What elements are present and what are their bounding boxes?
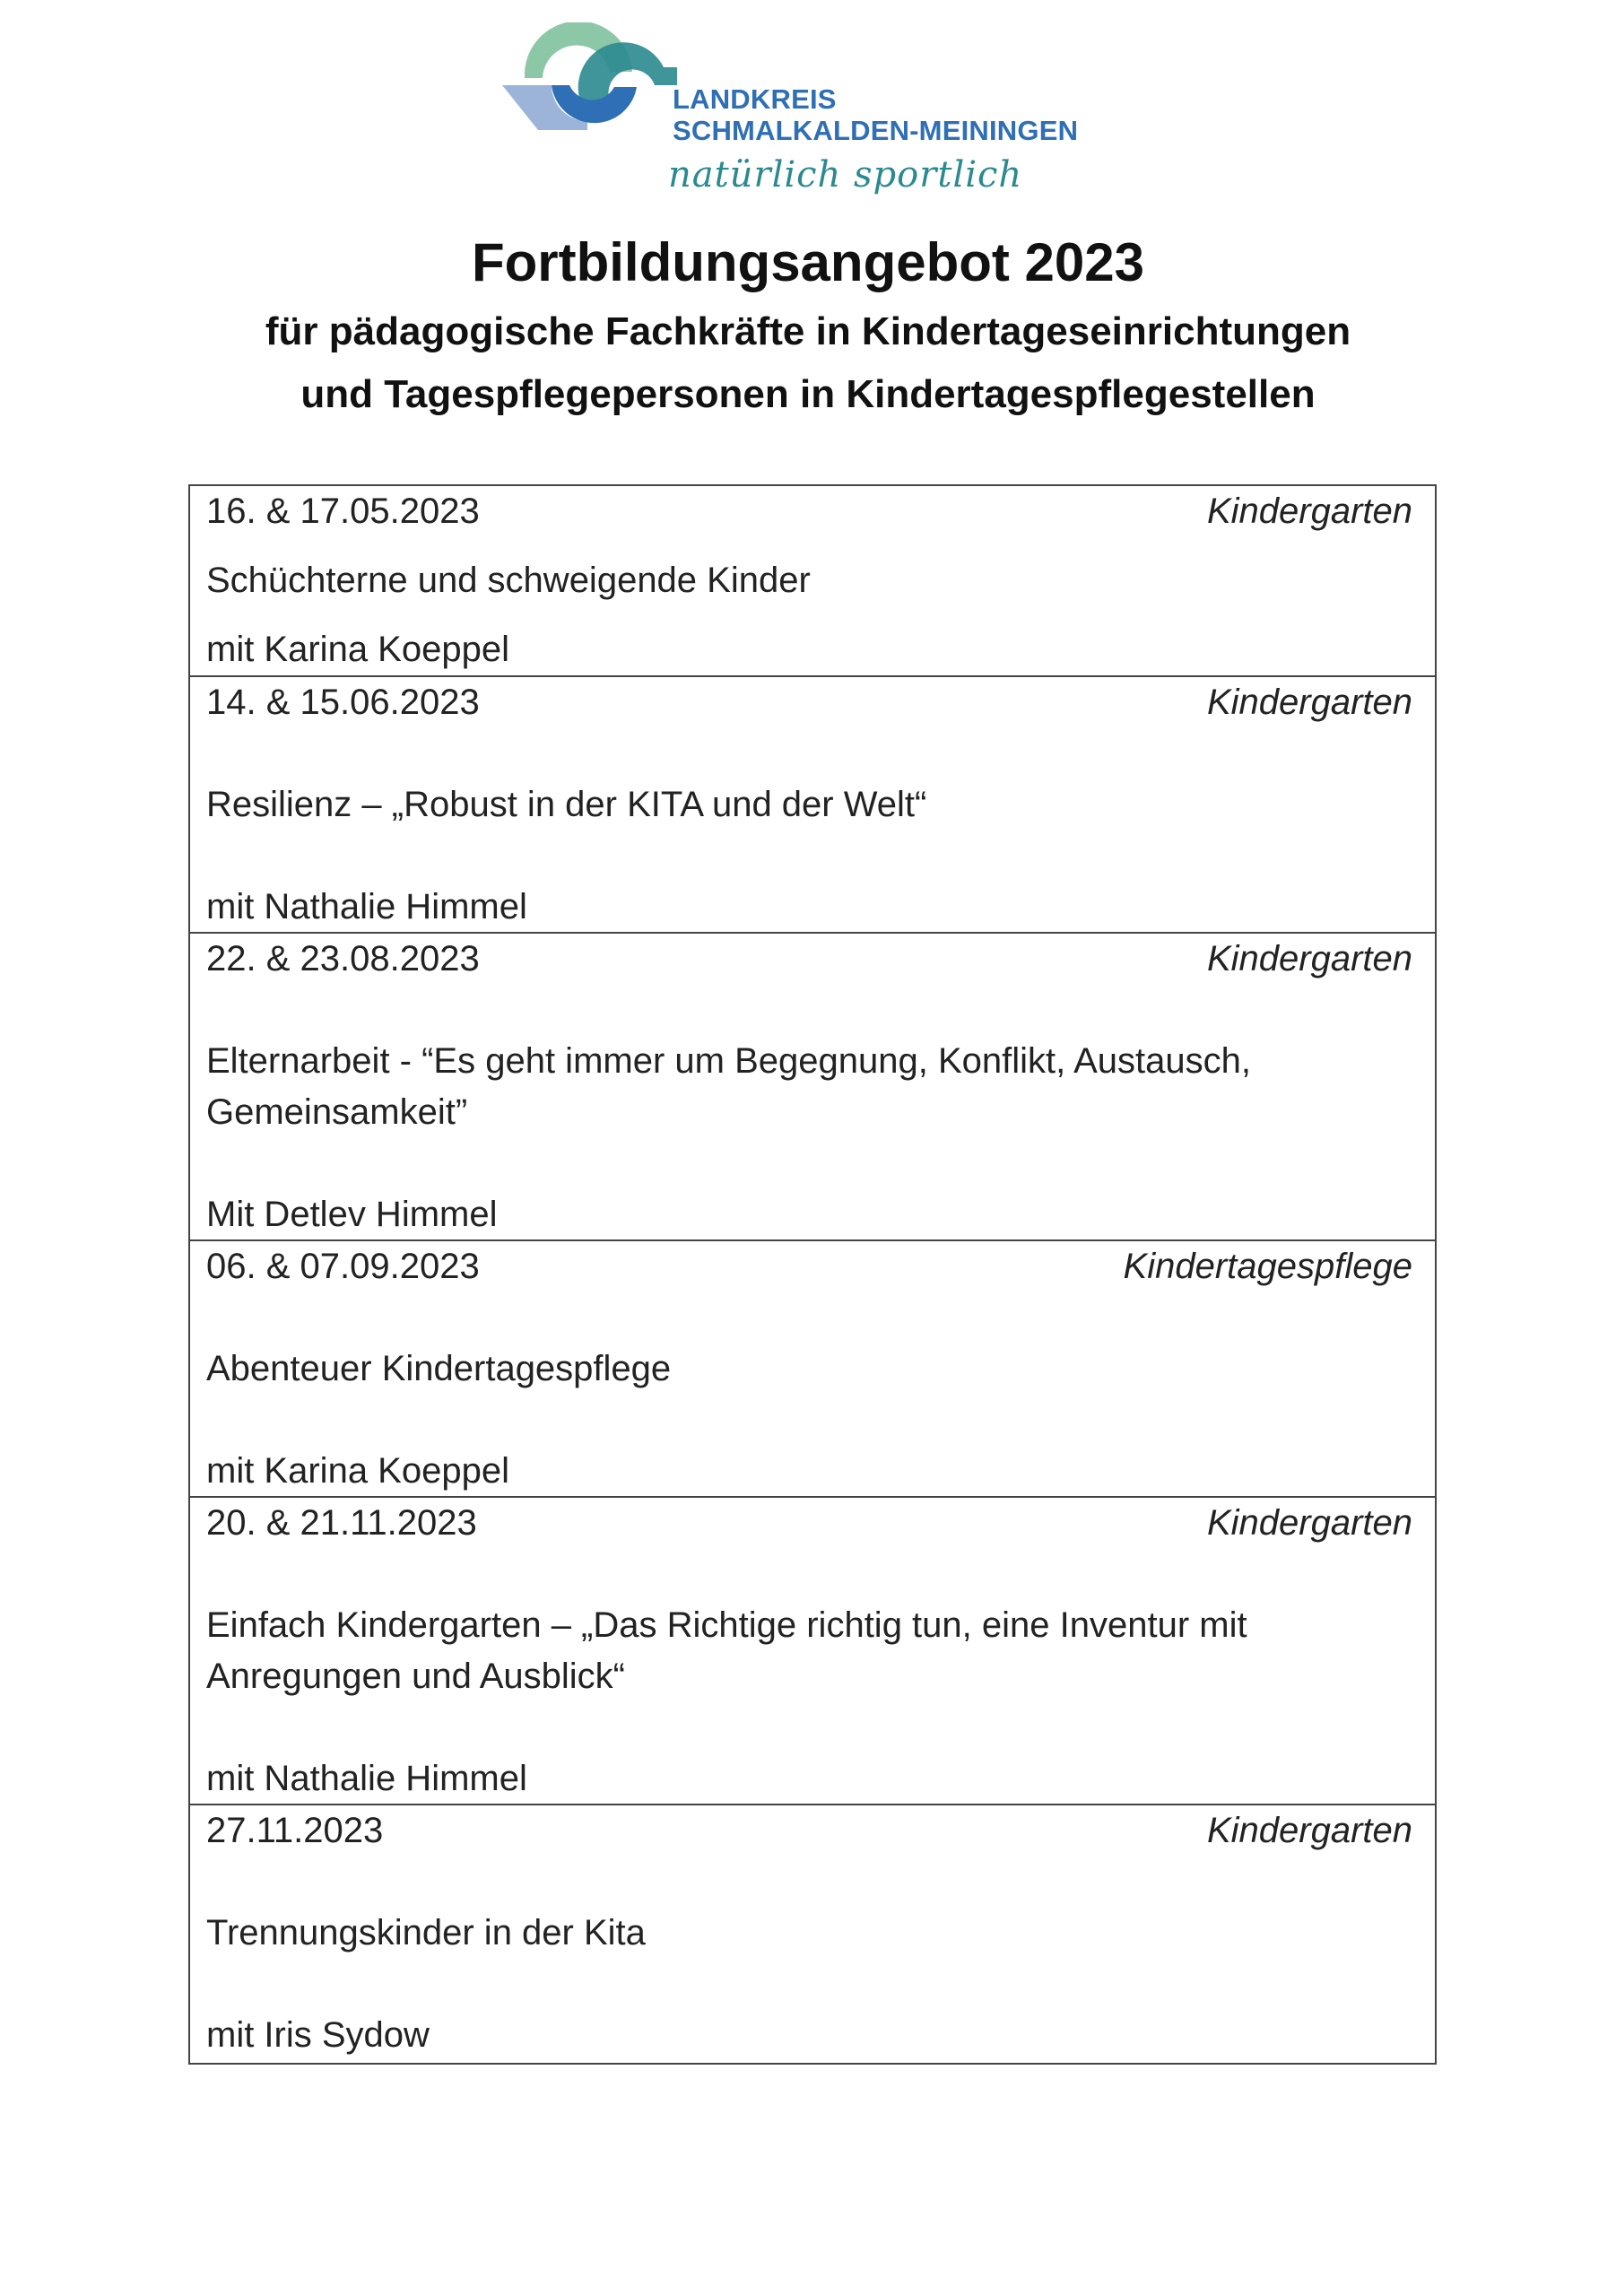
- event-category: Kindergarten: [1206, 491, 1412, 531]
- event-title: Einfach Kindergarten – „Das Richtige richtig tun, eine Inventur mit: [206, 1605, 1247, 1645]
- event-row: [190, 677, 1435, 934]
- page-subtitle-line1: für pädagogische Fachkräfte in Kindertageseinrichtungen: [265, 309, 1351, 353]
- logo-district-line1: LANDKREIS: [673, 83, 837, 115]
- event-date: 27.11.2023: [206, 1811, 384, 1850]
- event-category: Kindergarten: [1206, 683, 1412, 722]
- event-category: Kindergarten: [1206, 1503, 1412, 1543]
- event-speaker: mit Nathalie Himmel: [206, 1759, 527, 1798]
- event-row: [190, 1805, 1435, 2063]
- page-title: Fortbildungsangebot 2023: [471, 232, 1145, 292]
- logo-district-line2: SCHMALKALDEN-MEININGEN: [673, 115, 1079, 146]
- event-title: Abenteuer Kindertagespflege: [206, 1349, 672, 1388]
- event-date: 06. & 07.09.2023: [206, 1247, 480, 1286]
- event-category: Kindergarten: [1206, 1811, 1412, 1850]
- event-date: 16. & 17.05.2023: [206, 491, 480, 531]
- events-table: [188, 484, 1437, 2065]
- event-title: Trennungskinder in der Kita: [206, 1913, 646, 1952]
- event-speaker: mit Karina Koeppel: [206, 630, 509, 669]
- event-speaker: mit Karina Koeppel: [206, 1451, 509, 1491]
- event-row: [190, 1241, 1435, 1498]
- event-date: 22. & 23.08.2023: [206, 939, 480, 978]
- event-title-continued: Gemeinsamkeit”: [206, 1092, 468, 1132]
- logo-slogan: natürlich sportlich: [668, 154, 1023, 196]
- event-title: Elternarbeit - “Es geht immer um Begegnung, Konflikt, Austausch,: [206, 1041, 1252, 1081]
- event-row: [190, 486, 1435, 677]
- event-speaker: Mit Detlev Himmel: [206, 1195, 498, 1234]
- event-date: 14. & 15.06.2023: [206, 683, 480, 722]
- event-date: 20. & 21.11.2023: [206, 1503, 477, 1543]
- district-logo-mark-icon: [498, 22, 677, 130]
- event-title-continued: Anregungen und Ausblick“: [206, 1657, 625, 1696]
- event-category: Kindertagespflege: [1123, 1247, 1412, 1286]
- event-row: [190, 934, 1435, 1241]
- event-category: Kindergarten: [1206, 939, 1412, 978]
- event-title: Schüchterne und schweigende Kinder: [206, 561, 811, 600]
- event-title: Resilienz – „Robust in der KITA und der Welt“: [206, 785, 927, 824]
- event-row: [190, 1498, 1435, 1805]
- event-speaker: mit Iris Sydow: [206, 2015, 430, 2055]
- district-logo: [498, 22, 1143, 211]
- page-subtitle-line2: und Tagespflegepersonen in Kindertagespflegestellen: [300, 372, 1316, 416]
- event-speaker: mit Nathalie Himmel: [206, 887, 527, 926]
